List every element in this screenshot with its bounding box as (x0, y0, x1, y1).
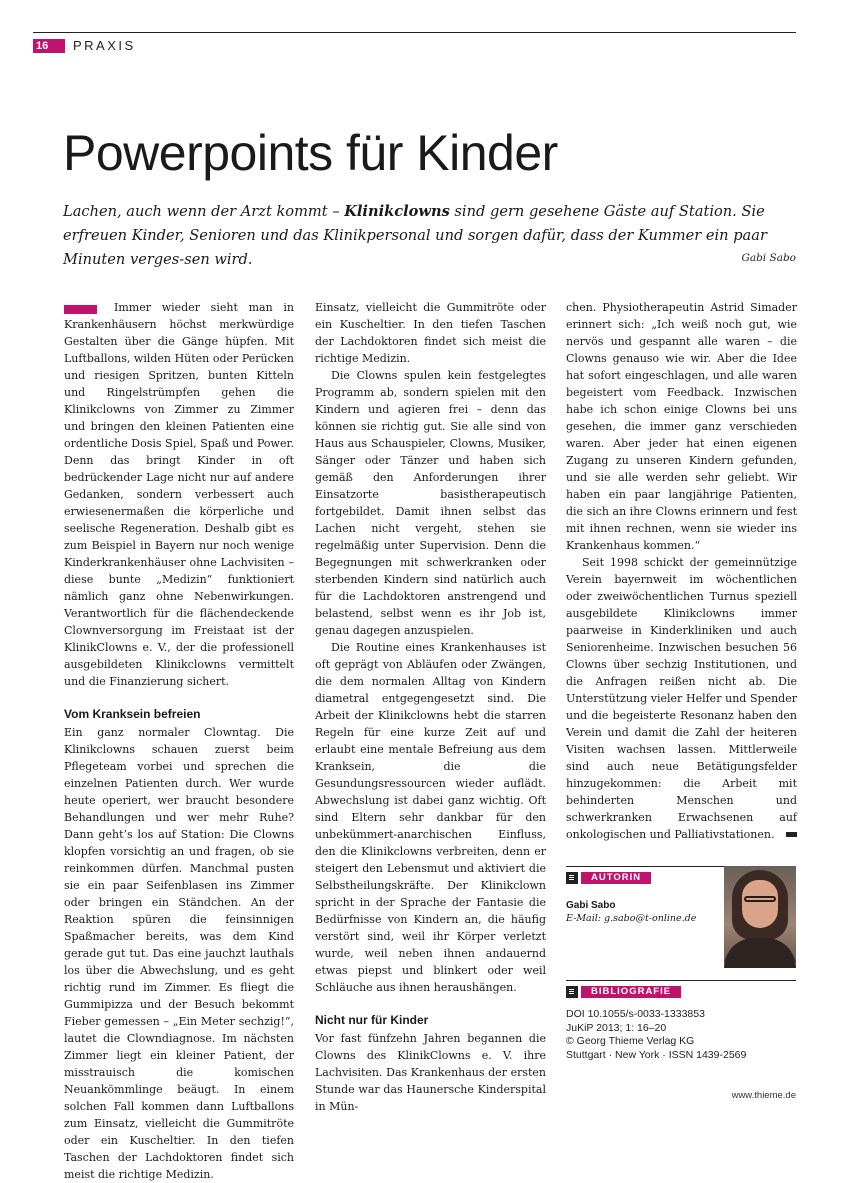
lead-bold: Klinikclowns (344, 203, 450, 220)
end-of-article-mark (786, 832, 797, 837)
author-photo (724, 866, 796, 963)
subheading-nicht-nur-kinder: Nicht nur für Kinder (315, 1013, 429, 1027)
bib-publisher: © Georg Thieme Verlag KG (566, 1035, 695, 1047)
paragraph-verein: Seit 1998 schickt der gemeinnützige Verein bayernweit im wöchentlichen oder zweiwöchentlichen Turnus speziell ausgebildete Klinikclowns immer paarweise in Kinderkliniken und auch Seniorenheime. Inzwischen besuchen 56 Clowns über sechzig Institutionen, und die Anfragen reißen nicht ab. Die Unterstützung vieler Helfer und Spender und die begeisterte Resonanz haben den Verein und damit die Zahl der heiteren Visiten wachsen lassen. Mittlerweile sind auch neue Betätigungsfelder hinzugekommen: die Arbeit mit behinderten Menschen und schwerkranken Erwachsenen auf onkologischen und Palliativstationen. (566, 556, 797, 841)
author-box-icon (566, 872, 578, 884)
paragraph-anfang: Vor fast fünfzehn Jahren begannen die Clowns des KlinikClowns e. V. ihre Lachvisiten. Das Krankenhaus der ersten Stunde war das Haunersche Kinderspital in Mün- (315, 1032, 546, 1113)
article-author: Gabi Sabo (741, 252, 796, 264)
paragraph-routine: Die Routine eines Krankenhauses ist oft geprägt von Abläufen oder Zwängen, die dem normalen Alltag von Kindern diametral entgegengesetzt sind. Die Arbeit der Klinikclowns hebt die starren Regeln für eine kurze Zeit auf und erlaubt eine mentale Befreiung aus dem Kranksein, die die Gesundungsressourcen wieder auflädt. Abwechslung ist dabei ganz wichtig. Oft sind Eltern sehr dankbar für den unbekümmert-anarchischen Einfluss, den die Klinikclowns verbreiten, denn er steigert den Lebensmut und aktiviert die Selbstheilungskräfte. Der Klinikclown spricht in der Sprache der Fantasie die Bedürfnisse von Kindern an, die häufig verstört sind, weil ihr Körper verletzt wurde, weil neben ihnen andauernd etwas piepst und blinkert oder weil Schläuche aus ihnen heraushängen. (315, 641, 546, 994)
bib-doi: DOI 10.1055/s-0033-1333853 (566, 1008, 705, 1020)
bibliography-details (566, 1008, 746, 1062)
header-rule (33, 32, 796, 33)
paragraph-clowntag: Ein ganz normaler Clowntag. Die Klinikclowns schauen zuerst beim Pflegeteam vorbei und sprechen die einzelnen Patienten durch. Wer wurde heute operiert, wer braucht besondere Behandlungen und wer mehr Ruhe? Dann geht’s los auf Station: Die Clowns klopfen vorsichtig an und fragen, ob sie reinkommen dürfen. Manchmal pusten sie ein paar Seifenblasen ins Zimmer oder bringen ein Ständchen. An der Reaktion spüren die feinsinnigen Spaßmacher bereits, was dem Kind gerade gut tut. Das eine jauchzt lauthals los über die Abwechslung, und es geht richtig rund im Zimmer. Es fliegt die Gummipizza und der Besuch bekommt Fieber gemessen – „Ein Meter sechzig!“, lautet die Clowndiagnose. Im nächsten Zimmer liegt ein kleiner Patient, der misstrauisch die komischen Neuankömmlinge beäugt. In einem solchen Fall kommen dann Luftballons zum Einsatz, vielleicht die Gummitröte oder ein Kuscheltier. In den tiefen Taschen der Lachdoktoren findet sich meist die richtige Medizin. (64, 726, 294, 1181)
bib-journal: JuKiP 2013; 1: 16–20 (566, 1021, 667, 1034)
paragraph-programm: Die Clowns spulen kein festgelegtes Programm ab, sondern spielen mit den Kindern und agieren frei – denn das können sie richtig gut. Sie alle sind von Haus aus Schauspieler, Clowns, Musiker, Sänger oder Tänzer und haben sich gemäß den Anforderungen ihrer Einsatzorte basistherapeutisch fortgebildet. Damit ihnen selbst das Lachen nicht vergeht, stehen sie regelmäßig unter Supervision. Denn die Begegnungen mit schwerkranken oder sterbenden Kindern sind natürlich auch für die Lachdoktoren anstrengend und belastend, selbst wenn es ihr Job ist, genau dagegen anzuspielen. (315, 369, 546, 637)
paragraph-intro: Immer wieder sieht man in Krankenhäusern höchst merkwürdige Gestalten über die Gänge hüpfen. Mit Luftballons, wilden Hüten oder Perücken und riesigen Spritzen, bunten Kitteln und Ringelstrümpfen gehen die Klinikclowns von Zimmer zu Zimmer und bringen den kleinen Patienten eine ordentliche Dosis Spiel, Spaß und Power. Denn das bringt Kinder in oft bedrückender Lage nicht nur auf andere Gedanken, sondern verbessert auch erwiesenermaßen die körperliche und seelische Regeneration. Deshalb gibt es zum Beispiel in Bayern nur noch wenige Kinderkrankenhäuser ohne Lachvisiten – diese bunte „Medizin“ funktioniert nämlich ganz ohne Nebenwirkungen. Verantwortlich für die flächendeckende Clownversorgung im Freistaat ist der KlinikClowns e. V., der die professionell ausgebildeten Klinikclowns vermittelt und die Finanzierung sichert. (64, 301, 294, 688)
footer-url[interactable]: www.thieme.de (731, 1090, 796, 1101)
bibliography-box (566, 980, 796, 997)
column-2 (315, 299, 546, 1113)
article-lead (63, 200, 795, 272)
bib-place: Stuttgart · New York · ISSN 1439-2569 (566, 1048, 747, 1061)
column-3 (566, 299, 797, 843)
author-email: E-Mail: g.sabo@t-online.de (566, 913, 697, 924)
author-name: Gabi Sabo (566, 900, 616, 911)
column-1 (64, 299, 294, 1181)
bibliography-tag: BIBLIOGRAFIE (581, 986, 681, 998)
page-number: 16 (33, 39, 65, 53)
paragraph-clowntag-cont: Einsatz, vielleicht die Gummitröte oder ein Kuscheltier. In den tiefen Taschen der Lachdoktoren findet sich meist die richtige Medizin. (315, 301, 546, 365)
author-box-tag: AUTORIN (581, 872, 651, 884)
article-title: Powerpoints für Kinder (63, 125, 558, 181)
section-label: PRAXIS (73, 38, 136, 53)
lead-text-1: Lachen, auch wenn der Arzt kommt – (63, 203, 345, 220)
subheading-kranksein: Vom Kranksein befreien (64, 707, 201, 721)
bibliography-icon (566, 986, 578, 998)
lead-text-2: sind gern gesehene Gäste auf Station. Sie erfreuen Kinder, Senioren und das Klinikpersonal und sorgen dafür, dass der Kummer ein paar Minuten verges-sen wird. (63, 203, 767, 268)
paragraph-anfang-cont: chen. Physiotherapeutin Astrid Simader erinnert sich: „Ich weiß noch gut, wie nervös und gespannt alle waren – die Clowns genauso wie wir. Aber die Idee hat sofort eingeschlagen, und alle waren begeistert vom Feedback. Inzwischen habe ich schon einige Clowns bei uns gesehen, die immer ganz verschieden waren. Aber jeder hat einen eigenen Zugang zu unseren Kindern gefunden, und sie alle werden sehr geliebt. Wir haben ein paar langjährige Patienten, die sich an ihre Clowns erinnern und fest mit ihnen rechnen, wenn sie wieder ins Krankenhaus kommen.“ (566, 301, 797, 552)
